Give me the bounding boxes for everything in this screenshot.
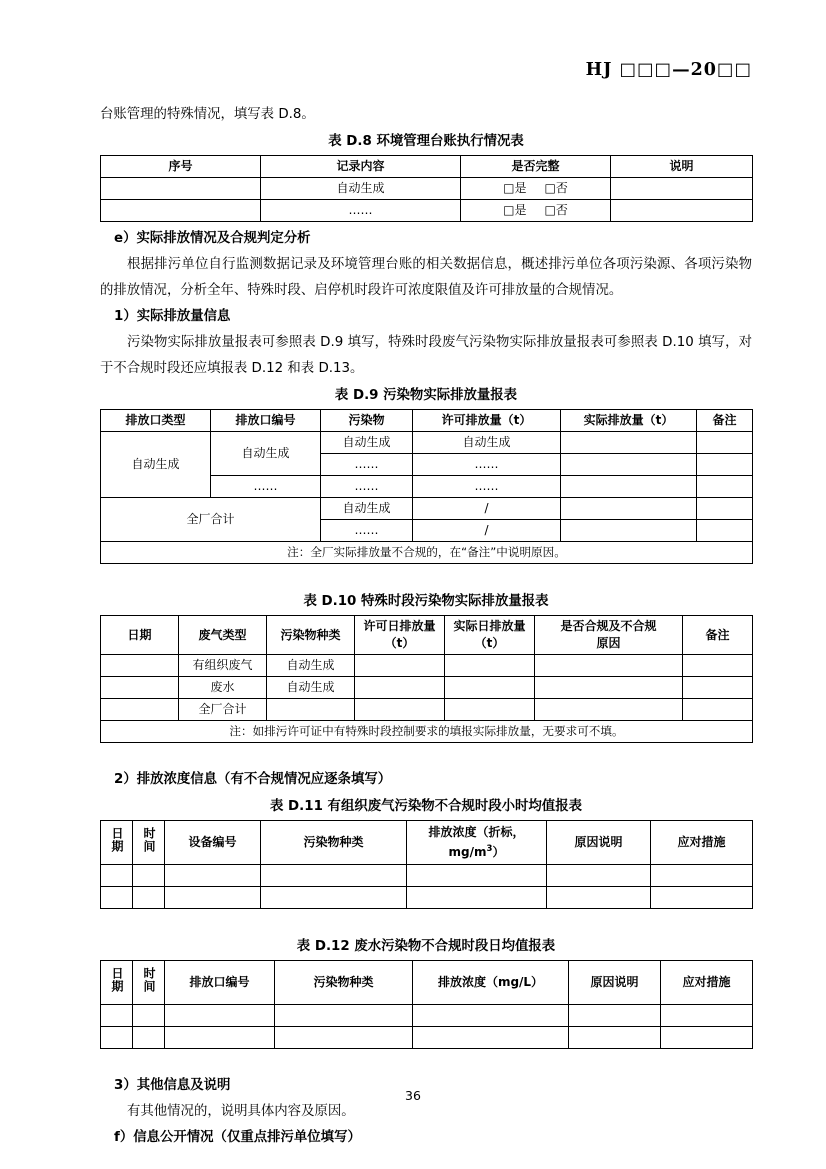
header-line-1: 实际日排放量 [453, 619, 526, 633]
table-d9-header-pollutant: 污染物 [321, 410, 413, 432]
table-d11-header-pollutant: 污染物种类 [261, 821, 407, 865]
cell-remark[interactable] [683, 699, 753, 721]
cell-outlet-type[interactable]: 自动生成 [101, 432, 211, 498]
table-row-header [101, 156, 753, 178]
table-d12-header-reason: 原因说明 [569, 961, 661, 1005]
cell-device[interactable] [165, 887, 261, 909]
cell-concentration[interactable] [407, 865, 547, 887]
cell-permitted[interactable]: / [413, 498, 561, 520]
table-d12-caption: 表 D.12 废水污染物不合规时段日均值报表 [296, 939, 556, 954]
cell-concentration[interactable] [413, 1005, 569, 1027]
table-d11-header-reason: 原因说明 [547, 821, 651, 865]
table-d9-header-actual: 实际排放量（t） [561, 410, 697, 432]
table-d12-header-concentration: 排放浓度（mg/L） [413, 961, 569, 1005]
cell-reason[interactable] [547, 887, 651, 909]
cell-remark[interactable] [683, 677, 753, 699]
cell-compliance[interactable] [535, 677, 683, 699]
cell-complete[interactable] [461, 200, 611, 222]
cell-permitted[interactable]: …… [413, 454, 561, 476]
cell-time[interactable] [133, 865, 165, 887]
table-d12 [100, 960, 753, 1049]
paragraph-e: 根据排污单位自行监测数据记录及环境管理台账的相关数据信息，概述排污单位各项污染源、各项污染物的排放情况，分析全年、特殊时段、启停机时段许可浓度限值及许可排放量的合规情况。 [100, 257, 752, 298]
cell-pollutant[interactable]: …… [321, 476, 413, 498]
cell-date[interactable] [101, 699, 179, 721]
checkbox-no[interactable]: □否 [544, 203, 568, 217]
table-row-header [101, 616, 753, 655]
table-d10-header-remark: 备注 [683, 616, 753, 655]
cell-outlet[interactable] [165, 1005, 275, 1027]
cell-actual[interactable] [561, 498, 697, 520]
table-row [101, 699, 753, 721]
table-row-note [101, 721, 753, 743]
table-d9 [100, 409, 753, 564]
heading-3: 3）其他信息及说明 [114, 1078, 231, 1093]
table-row-header [101, 410, 753, 432]
cell-seq[interactable] [101, 178, 261, 200]
table-d10-header-actual [445, 616, 535, 655]
header-line-1: 许可日排放量 [363, 619, 436, 633]
table-d8-header-content: 记录内容 [261, 156, 461, 178]
cell-permitted[interactable] [355, 655, 445, 677]
table-row [101, 178, 753, 200]
cell-compliance[interactable] [535, 699, 683, 721]
header-line-2 [410, 841, 543, 861]
cell-permitted[interactable]: 自动生成 [413, 432, 561, 454]
checkbox-no[interactable]: □否 [544, 181, 568, 195]
cell-remark[interactable] [697, 520, 753, 542]
table-d12-header-outlet: 排放口编号 [165, 961, 275, 1005]
heading-2: 2）排放浓度信息（有不合规情况应逐条填写） [114, 772, 392, 787]
cell-content[interactable]: 自动生成 [261, 178, 461, 200]
cell-total-label: 全厂合计 [101, 498, 321, 542]
table-d8-header-seq: 序号 [101, 156, 261, 178]
unit-superscript: 3 [486, 844, 493, 854]
unit-prefix: mg/m [448, 845, 487, 859]
cell-date[interactable] [101, 677, 179, 699]
table-d9-caption: 表 D.9 污染物实际排放量报表 [334, 388, 518, 403]
cell-remark[interactable] [697, 454, 753, 476]
header-line-1: 排放浓度（折标， [428, 825, 525, 839]
cell-gas-type[interactable]: 全厂合计 [179, 699, 267, 721]
cell-seq[interactable] [101, 200, 261, 222]
cell-pollutant[interactable]: …… [321, 520, 413, 542]
cell-remark[interactable] [697, 432, 753, 454]
cell-permitted[interactable] [355, 699, 445, 721]
table-row [101, 1027, 753, 1049]
table-row-header [101, 961, 753, 1005]
vertical-label-time: 时间 [142, 827, 156, 853]
cell-concentration[interactable] [413, 1027, 569, 1049]
table-d10 [100, 615, 753, 743]
table-d10-header-pollutant: 污染物种类 [267, 616, 355, 655]
table-d8 [100, 155, 753, 222]
table-d11-caption: 表 D.11 有组织废气污染物不合规时段小时均值报表 [270, 799, 582, 814]
cell-remark[interactable] [697, 476, 753, 498]
table-d11-header-measure: 应对措施 [651, 821, 753, 865]
table-d11-header-concentration [407, 821, 547, 865]
cell-remark[interactable] [611, 178, 753, 200]
cell-measure[interactable] [651, 887, 753, 909]
heading-1: 1）实际排放量信息 [114, 309, 231, 324]
table-d9-header-remark: 备注 [697, 410, 753, 432]
table-d9-note: 注：全厂实际排放量不合规的，在“备注”中说明原因。 [101, 542, 753, 564]
cell-complete[interactable] [461, 178, 611, 200]
cell-date[interactable] [101, 1005, 133, 1027]
table-row [101, 498, 753, 520]
page-number: 36 [405, 1088, 421, 1103]
table-row [101, 1005, 753, 1027]
cell-pollutant[interactable]: 自动生成 [267, 655, 355, 677]
cell-concentration[interactable] [407, 887, 547, 909]
cell-outlet-no[interactable]: …… [211, 476, 321, 498]
cell-date[interactable] [101, 887, 133, 909]
cell-actual[interactable] [445, 699, 535, 721]
table-d12-header-date [101, 961, 133, 1005]
table-row [101, 655, 753, 677]
document-body [100, 102, 752, 1151]
table-d10-header-date: 日期 [101, 616, 179, 655]
table-d12-header-pollutant: 污染物种类 [275, 961, 413, 1005]
cell-date[interactable] [101, 1027, 133, 1049]
cell-time[interactable] [133, 1005, 165, 1027]
table-d10-note: 注：如排污许可证中有特殊时段控制要求的填报实际排放量，无要求可不填。 [101, 721, 753, 743]
cell-remark[interactable] [683, 655, 753, 677]
table-row-header [101, 821, 753, 865]
cell-pollutant[interactable] [261, 865, 407, 887]
table-row [101, 200, 753, 222]
cell-date[interactable] [101, 655, 179, 677]
header-line-2: 原因 [596, 636, 621, 650]
table-d11 [100, 820, 753, 909]
cell-pollutant[interactable]: 自动生成 [321, 432, 413, 454]
cell-date[interactable] [101, 865, 133, 887]
table-row-note [101, 542, 753, 564]
cell-permitted[interactable]: / [413, 520, 561, 542]
cell-actual[interactable] [561, 432, 697, 454]
cell-remark[interactable] [697, 498, 753, 520]
table-d12-header-time [133, 961, 165, 1005]
header-line-2: （t） [474, 636, 505, 650]
table-row [101, 677, 753, 699]
cell-actual[interactable] [561, 520, 697, 542]
cell-pollutant[interactable]: 自动生成 [321, 498, 413, 520]
table-d10-header-gas-type: 废气类型 [179, 616, 267, 655]
table-row [101, 865, 753, 887]
table-d9-header-outlet-type: 排放口类型 [101, 410, 211, 432]
cell-remark[interactable] [611, 200, 753, 222]
cell-gas-type[interactable]: 废水 [179, 677, 267, 699]
cell-actual[interactable] [445, 655, 535, 677]
cell-permitted[interactable] [355, 677, 445, 699]
cell-reason[interactable] [547, 865, 651, 887]
unit-suffix: ） [492, 845, 505, 859]
cell-pollutant[interactable] [261, 887, 407, 909]
document-header-standard-code: HJ □□□—20□□ [585, 60, 752, 80]
checkbox-yes[interactable]: □是 [503, 203, 527, 217]
table-d8-header-remark: 说明 [611, 156, 753, 178]
heading-f: f）信息公开情况（仅重点排污单位填写） [114, 1130, 361, 1145]
table-row [101, 887, 753, 909]
table-d11-header-date [101, 821, 133, 865]
checkbox-yes[interactable]: □是 [503, 181, 527, 195]
table-d10-caption: 表 D.10 特殊时段污染物实际排放量报表 [303, 594, 549, 609]
cell-actual[interactable] [561, 454, 697, 476]
cell-device[interactable] [165, 865, 261, 887]
cell-measure[interactable] [651, 865, 753, 887]
table-d8-caption: 表 D.8 环境管理台账执行情况表 [328, 134, 524, 149]
table-d11-header-device: 设备编号 [165, 821, 261, 865]
cell-pollutant[interactable] [275, 1027, 413, 1049]
table-d9-header-permitted: 许可排放量（t） [413, 410, 561, 432]
cell-permitted[interactable]: …… [413, 476, 561, 498]
cell-pollutant[interactable] [275, 1005, 413, 1027]
cell-actual[interactable] [445, 677, 535, 699]
heading-e: e）实际排放情况及合规判定分析 [114, 231, 311, 246]
cell-time[interactable] [133, 887, 165, 909]
cell-compliance[interactable] [535, 655, 683, 677]
table-d11-header-time [133, 821, 165, 865]
cell-time[interactable] [133, 1027, 165, 1049]
vertical-label-date: 日期 [110, 827, 124, 853]
table-d9-header-outlet-no: 排放口编号 [211, 410, 321, 432]
cell-pollutant[interactable] [267, 699, 355, 721]
vertical-label-time: 时间 [142, 967, 156, 993]
paragraph-3: 有其他情况的，说明具体内容及原因。 [127, 1104, 355, 1119]
header-line-2: （t） [384, 636, 415, 650]
cell-pollutant[interactable]: 自动生成 [267, 677, 355, 699]
cell-pollutant[interactable]: …… [321, 454, 413, 476]
table-d10-header-permitted [355, 616, 445, 655]
cell-actual[interactable] [561, 476, 697, 498]
cell-content[interactable]: …… [261, 200, 461, 222]
cell-reason[interactable] [569, 1005, 661, 1027]
cell-measure[interactable] [661, 1027, 753, 1049]
table-d8-header-complete: 是否完整 [461, 156, 611, 178]
cell-reason[interactable] [569, 1027, 661, 1049]
paragraph-1: 污染物实际排放量报表可参照表 D.9 填写，特殊时段废气污染物实际排放量报表可参照表 D.10 填写，对于不合规时段还应填报表 D.12 和表 D.13。 [100, 335, 752, 376]
cell-outlet-no[interactable]: 自动生成 [211, 432, 321, 476]
header-line-1: 是否合规及不合规 [560, 619, 657, 633]
vertical-label-date: 日期 [110, 967, 124, 993]
table-row [101, 432, 753, 454]
table-d10-header-compliance [535, 616, 683, 655]
cell-gas-type[interactable]: 有组织废气 [179, 655, 267, 677]
table-d12-header-measure: 应对措施 [661, 961, 753, 1005]
paragraph-top-line: 台账管理的特殊情况，填写表 D.8。 [100, 107, 315, 122]
cell-measure[interactable] [661, 1005, 753, 1027]
cell-outlet[interactable] [165, 1027, 275, 1049]
